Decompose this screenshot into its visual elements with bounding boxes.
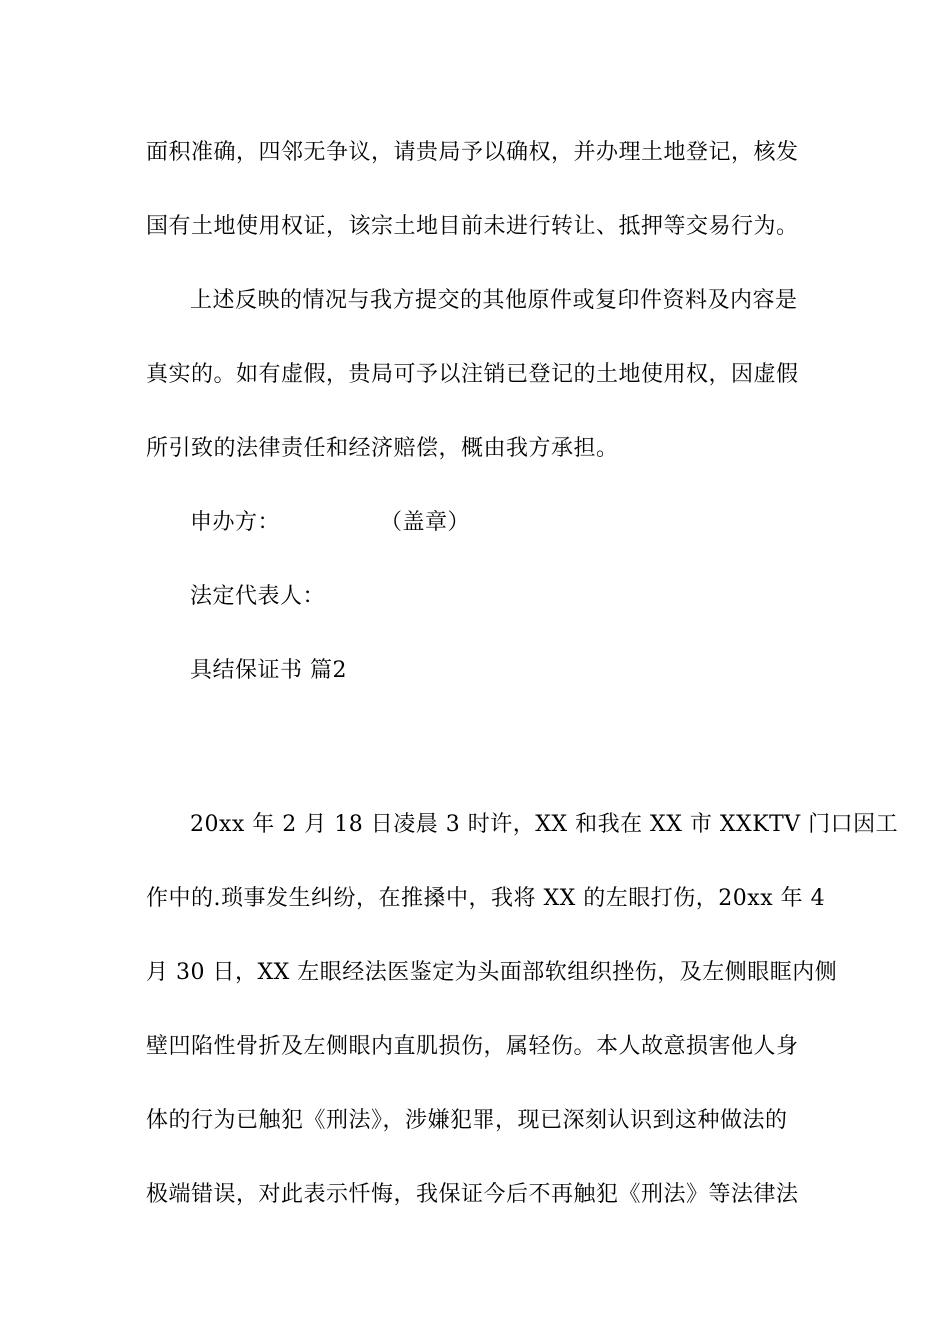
paragraph-line: 20xx 年 2 月 18 日凌晨 3 时许，XX 和我在 XX 市 XXKTV 门口因工 (190, 812, 899, 837)
paragraph-line: 极端错误，对此表示忏悔，我保证今后不再触犯《刑法》等法律法 (146, 1182, 799, 1207)
applicant-label: 申办方： (190, 510, 281, 535)
paragraph-line: 所引致的法律责任和经济赔偿，概由我方承担。 (146, 436, 619, 461)
legal-rep-label: 法定代表人： (190, 584, 326, 609)
section-heading: 具结保证书 篇2 (190, 658, 347, 683)
paragraph-line: 体的行为已触犯《刑法》，涉嫌犯罪，现已深刻认识到这种做法的 (146, 1108, 788, 1133)
paragraph-line: 上述反映的情况与我方提交的其他原件或复印件资料及内容是 (190, 288, 798, 313)
paragraph-line: 壁凹陷性骨折及左侧眼内直肌损伤，属轻伤。本人故意损害他人身 (146, 1034, 799, 1059)
seal-label: （盖章） (380, 510, 471, 535)
paragraph-line: 面积准确，四邻无争议，请贵局予以确权，并办理土地登记，核发 (146, 140, 799, 165)
paragraph-line: 月 30 日，XX 左眼经法医鉴定为头面部软组织挫伤，及左侧眼眶内侧 (146, 960, 838, 985)
paragraph-line: 作中的.琐事发生纠纷，在推搡中，我将 XX 的左眼打伤，20xx 年 4 (146, 886, 826, 911)
applicant-line (190, 508, 860, 538)
paragraph-line: 国有土地使用权证，该宗土地目前未进行转让、抵押等交易行为。 (146, 214, 799, 239)
paragraph-line: 真实的。如有虚假，贵局可予以注销已登记的土地使用权，因虚假 (146, 362, 799, 387)
